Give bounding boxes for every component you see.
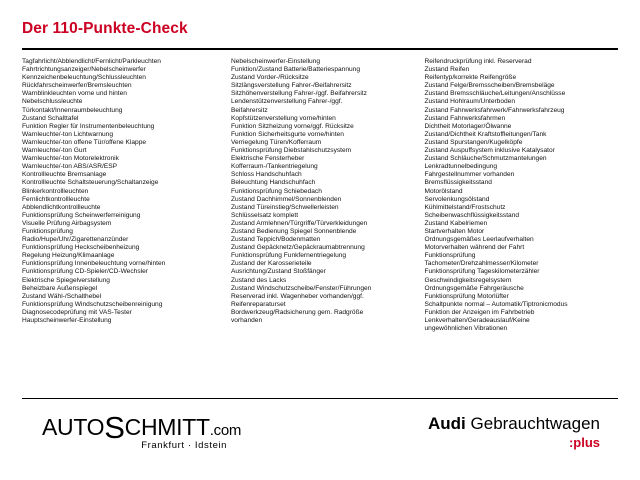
list-item: Reifendruckprüfung inkl. Reserverad [424, 58, 532, 65]
list-item: Funktionsprüfung Schiebedach [230, 187, 322, 195]
list-item: Zustand Bedienung Spiegel Sonnenblende [230, 227, 357, 235]
list-item: Sitzhöhenverstellung Fahrer-/ggf. Beifahrersitz [230, 90, 367, 98]
list-item: Geschwindigkeitsregelsystem [424, 276, 512, 284]
list-item: Schaltpunkte normal – Automatik/Tiptronicmodus [424, 300, 568, 308]
list-item: Scheibenwaschflüssigkeitsstand [424, 211, 520, 219]
list-item: Zustand des Lacks [230, 276, 287, 284]
list-item: Sitzlängsverstellung Fahrer-/Beifahrersitz [230, 82, 352, 90]
list-item: Zustand der Karosserieteile [230, 260, 312, 268]
list-item: Ordnungsgemäße Fahrgeräusche [424, 284, 524, 292]
list-item: Abblendlichtkontrollleuchte [22, 203, 101, 211]
list-item: Fernlichtkontrollleuchte [22, 195, 90, 203]
list-item: Zustand Dachhimmel/Sonnenblenden [230, 195, 342, 203]
list-item: Reifenreparaturset [230, 300, 286, 308]
list-item: Elektrische Fensterheber [230, 155, 305, 163]
list-item: Funktionsprüfung Funkfernentriegelung [230, 252, 347, 260]
dealer-logo [42, 410, 242, 451]
list-item: Zustand Hohlraum/Unterboden [424, 98, 516, 106]
list-item: Motorverhalten während der Fahrt [424, 244, 525, 252]
dealer-name-part2: CHMITT [124, 414, 210, 440]
brand-logo [428, 414, 600, 450]
list-item: Funktionsprüfung CD-Spieler/CD-Wechsler [22, 268, 148, 276]
list-item: Zustand/Dichtheit Kraftstoffleitungen/Tank [424, 130, 547, 138]
title-divider [22, 48, 618, 50]
list-item: Motorölstand [424, 187, 463, 195]
list-item: Elektrische Spiegelverstellung [22, 276, 110, 284]
list-item: Beleuchtung Handschuhfach [230, 179, 316, 187]
list-item: Nebelscheinwerfer-Einstellung [230, 58, 321, 65]
list-item: Funktion/Zustand Batterie/Batteriespannung [230, 66, 360, 74]
list-item: Beheizbare Außenspiegel [22, 284, 98, 292]
list-item: Fahrtrichtungsanzeiger/Nebelscheinwerfer [22, 66, 146, 74]
list-item: Lendenstützenverstellung Fahrer-/ggf. [230, 98, 343, 106]
list-item: Kühlmittelstand/Frostschutz [424, 203, 506, 211]
list-item: Kontrollleuchte Schaltsteuerung/Schaltanzeige [22, 179, 159, 187]
list-item: Warnleuchte/-ton Gurt [22, 147, 87, 155]
list-item: Funktion Sicherheitsgurte vorne/hinten [230, 130, 344, 138]
list-item: Zustand Wähl-/Schalthebel [22, 292, 102, 300]
list-item: Kennzeichenbeleuchtung/Schlussleuchten [22, 74, 146, 82]
dealer-name-part1: AUTO [42, 414, 105, 440]
list-item: Zustand Schalttafel [22, 114, 79, 122]
list-item: Schloss Handschuhfach [230, 171, 302, 179]
list-item: Funktionsprüfung [424, 252, 476, 260]
list-item: Tagfahrlicht/Abblendlicht/Fernlicht/Parkleuchten [22, 58, 161, 65]
list-item: Funktionsprüfung Innenbeleuchtung vorne/hinten [22, 260, 166, 268]
list-item: Funktionsprüfung Diebstahlschutzsystem [230, 147, 352, 155]
list-item: Hauptscheinwerfer-Einstellung [22, 317, 112, 324]
list-item: Kofferraum-/Tankentriegelung [230, 163, 318, 171]
list-item: Servolenkungsölstand [424, 195, 490, 203]
list-item: Funktion der Anzeigen im Fahrbetrieb [424, 308, 535, 316]
brand-audi: Audi [428, 414, 466, 433]
list-item: Regelung Heizung/Klimaanlage [22, 252, 115, 260]
list-item: Funktionsprüfung Scheinwerferreinigung [22, 211, 141, 219]
brand-program: Gebrauchtwagen [470, 414, 600, 433]
list-item: Türkontakt/Innenraumbeleuchtung [22, 106, 123, 114]
list-item: Zustand Auspuffsystem inklusive Katalysator [424, 147, 555, 155]
list-item: Zustand Kabelriemen [424, 219, 488, 227]
list-item: Diagnosecodeprüfung mit VAS-Tester [22, 308, 132, 316]
dealer-name [42, 410, 242, 445]
list-item: Zustand Spurstangen/Kugelköpfe [424, 138, 523, 146]
list-item: Zustand Reifen [424, 66, 470, 74]
list-item: Blinkerkontrollleuchten [22, 187, 89, 195]
list-item: Zustand Fahrwerksfahrmen [424, 114, 506, 122]
list-item: Warnleuchte/-ton Motorelektronik [22, 155, 119, 163]
list-item: Warnleuchte/-ton Lichtwarnung [22, 130, 114, 138]
list-item: Kopfstützenverstellung vorne/hinten [230, 114, 336, 122]
list-item: Startverhalten Motor [424, 227, 485, 235]
list-item: Dichtheit Motorlager/Ölwanne [424, 122, 512, 130]
list-item: Zustand Armlehnen/Türgriffe/Türverkleidungen [230, 219, 368, 227]
list-item: Bremsflüssigkeitsstand [424, 179, 492, 187]
list-item: Beifahrersitz [230, 106, 268, 114]
list-item: Zustand Schläuche/Schmutzmantelungen [424, 155, 547, 163]
list-item: Tachometer/Drehzahlmesser/Kilometer [424, 260, 539, 268]
list-item: Funktion Regler für Instrumentenbeleuchtung [22, 122, 155, 130]
list-item: Zustand Vorder-/Rücksitze [230, 74, 309, 82]
list-item: Warnleuchte/-ton ABS/ASR/ESP [22, 163, 118, 171]
list-item: Funktionsprüfung Tageskilometerzähler [424, 268, 540, 276]
list-item: Zustand Teppich/Bodenmatten [230, 236, 321, 244]
list-item: Warnleuchte/-ton offene Tür/offene Klappe [22, 138, 147, 146]
list-item: Rückfahrscheinwerfer/Bremsleuchten [22, 82, 132, 90]
checklist-column-3 [424, 58, 618, 333]
list-item: Lenkradtunnelbedingung [424, 163, 498, 171]
list-item: Warnblinkleuchten vorne und hinten [22, 90, 127, 98]
list-item: Nebelschlussleuchte [22, 98, 83, 106]
list-item: Radio/Hupe/Uhr/Zigarettenanzünder [22, 236, 129, 244]
list-item: Zustand Felge/Bremsscheiben/Bremsbeläge [424, 82, 555, 90]
dealer-location: Frankfurt · Idstein [141, 440, 228, 451]
list-item: Ordnungsgemäßes Leerlaufverhalten [424, 236, 534, 244]
brand-line [428, 414, 600, 434]
list-item: Funktionsprüfung Heckscheibenheizung [22, 244, 140, 252]
list-item: Fahrgestellnummer vorhanden [424, 171, 515, 179]
list-item: Schlüsselsatz komplett [230, 211, 299, 219]
dealer-name-domain: .com [209, 422, 242, 439]
list-item: Zustand Bremsschläuche/Leitungen/Anschlüsse [424, 90, 566, 98]
list-item: Funktionsprüfung [22, 227, 73, 235]
list-item: Zustand Gepäcknetz/Gepäckraumabtrennung [230, 244, 365, 252]
list-item: ungewöhnlichen Vibrationen [424, 325, 508, 333]
list-item: Zustand Fahrwerksfahrwerk/Fahrwerksfahrzeug [424, 106, 565, 114]
list-item: Kontrollleuchte Bremsanlage [22, 171, 107, 179]
list-item: Lenkverhalten/Geradeauslauf/Keine [424, 317, 530, 324]
list-item: Funktionsprüfung Motorlüfter [424, 292, 509, 300]
list-item: Reifentyp/korrekte Reifengröße [424, 74, 517, 82]
list-item: Visuelle Prüfung Airbagsystem [22, 219, 112, 227]
list-item: Funktionsprüfung Windschutzscheibenreinigung [22, 300, 163, 308]
checklist-columns [22, 58, 618, 333]
checklist-column-2 [231, 58, 425, 333]
list-item: Bordwerkzeug/Radsicherung gem. Radgröße [230, 308, 364, 316]
checklist-column-1 [22, 58, 231, 333]
list-item: Zustand Türeinstieg/Schwellerleisten [230, 203, 339, 211]
footer-divider [22, 398, 618, 399]
list-item: vorhanden [230, 317, 263, 324]
list-item: Funktion Sitzheizung vorne/ggf. Rücksitze [230, 122, 354, 130]
list-item: Zustand Windschutzscheibe/Fenster/Führungen [230, 284, 372, 292]
brand-plus: :plus [568, 435, 600, 450]
footer [0, 398, 640, 480]
dealer-name-s: S [104, 410, 125, 445]
list-item: Reserverad inkl. Wagenheber vorhanden/ggf. [230, 292, 364, 300]
list-item: Ausrichtung/Zustand Stoßfänger [230, 268, 326, 276]
page-title: Der 110-Punkte-Check [22, 20, 188, 37]
list-item: Verriegelung Türen/Kofferraum [230, 138, 322, 146]
